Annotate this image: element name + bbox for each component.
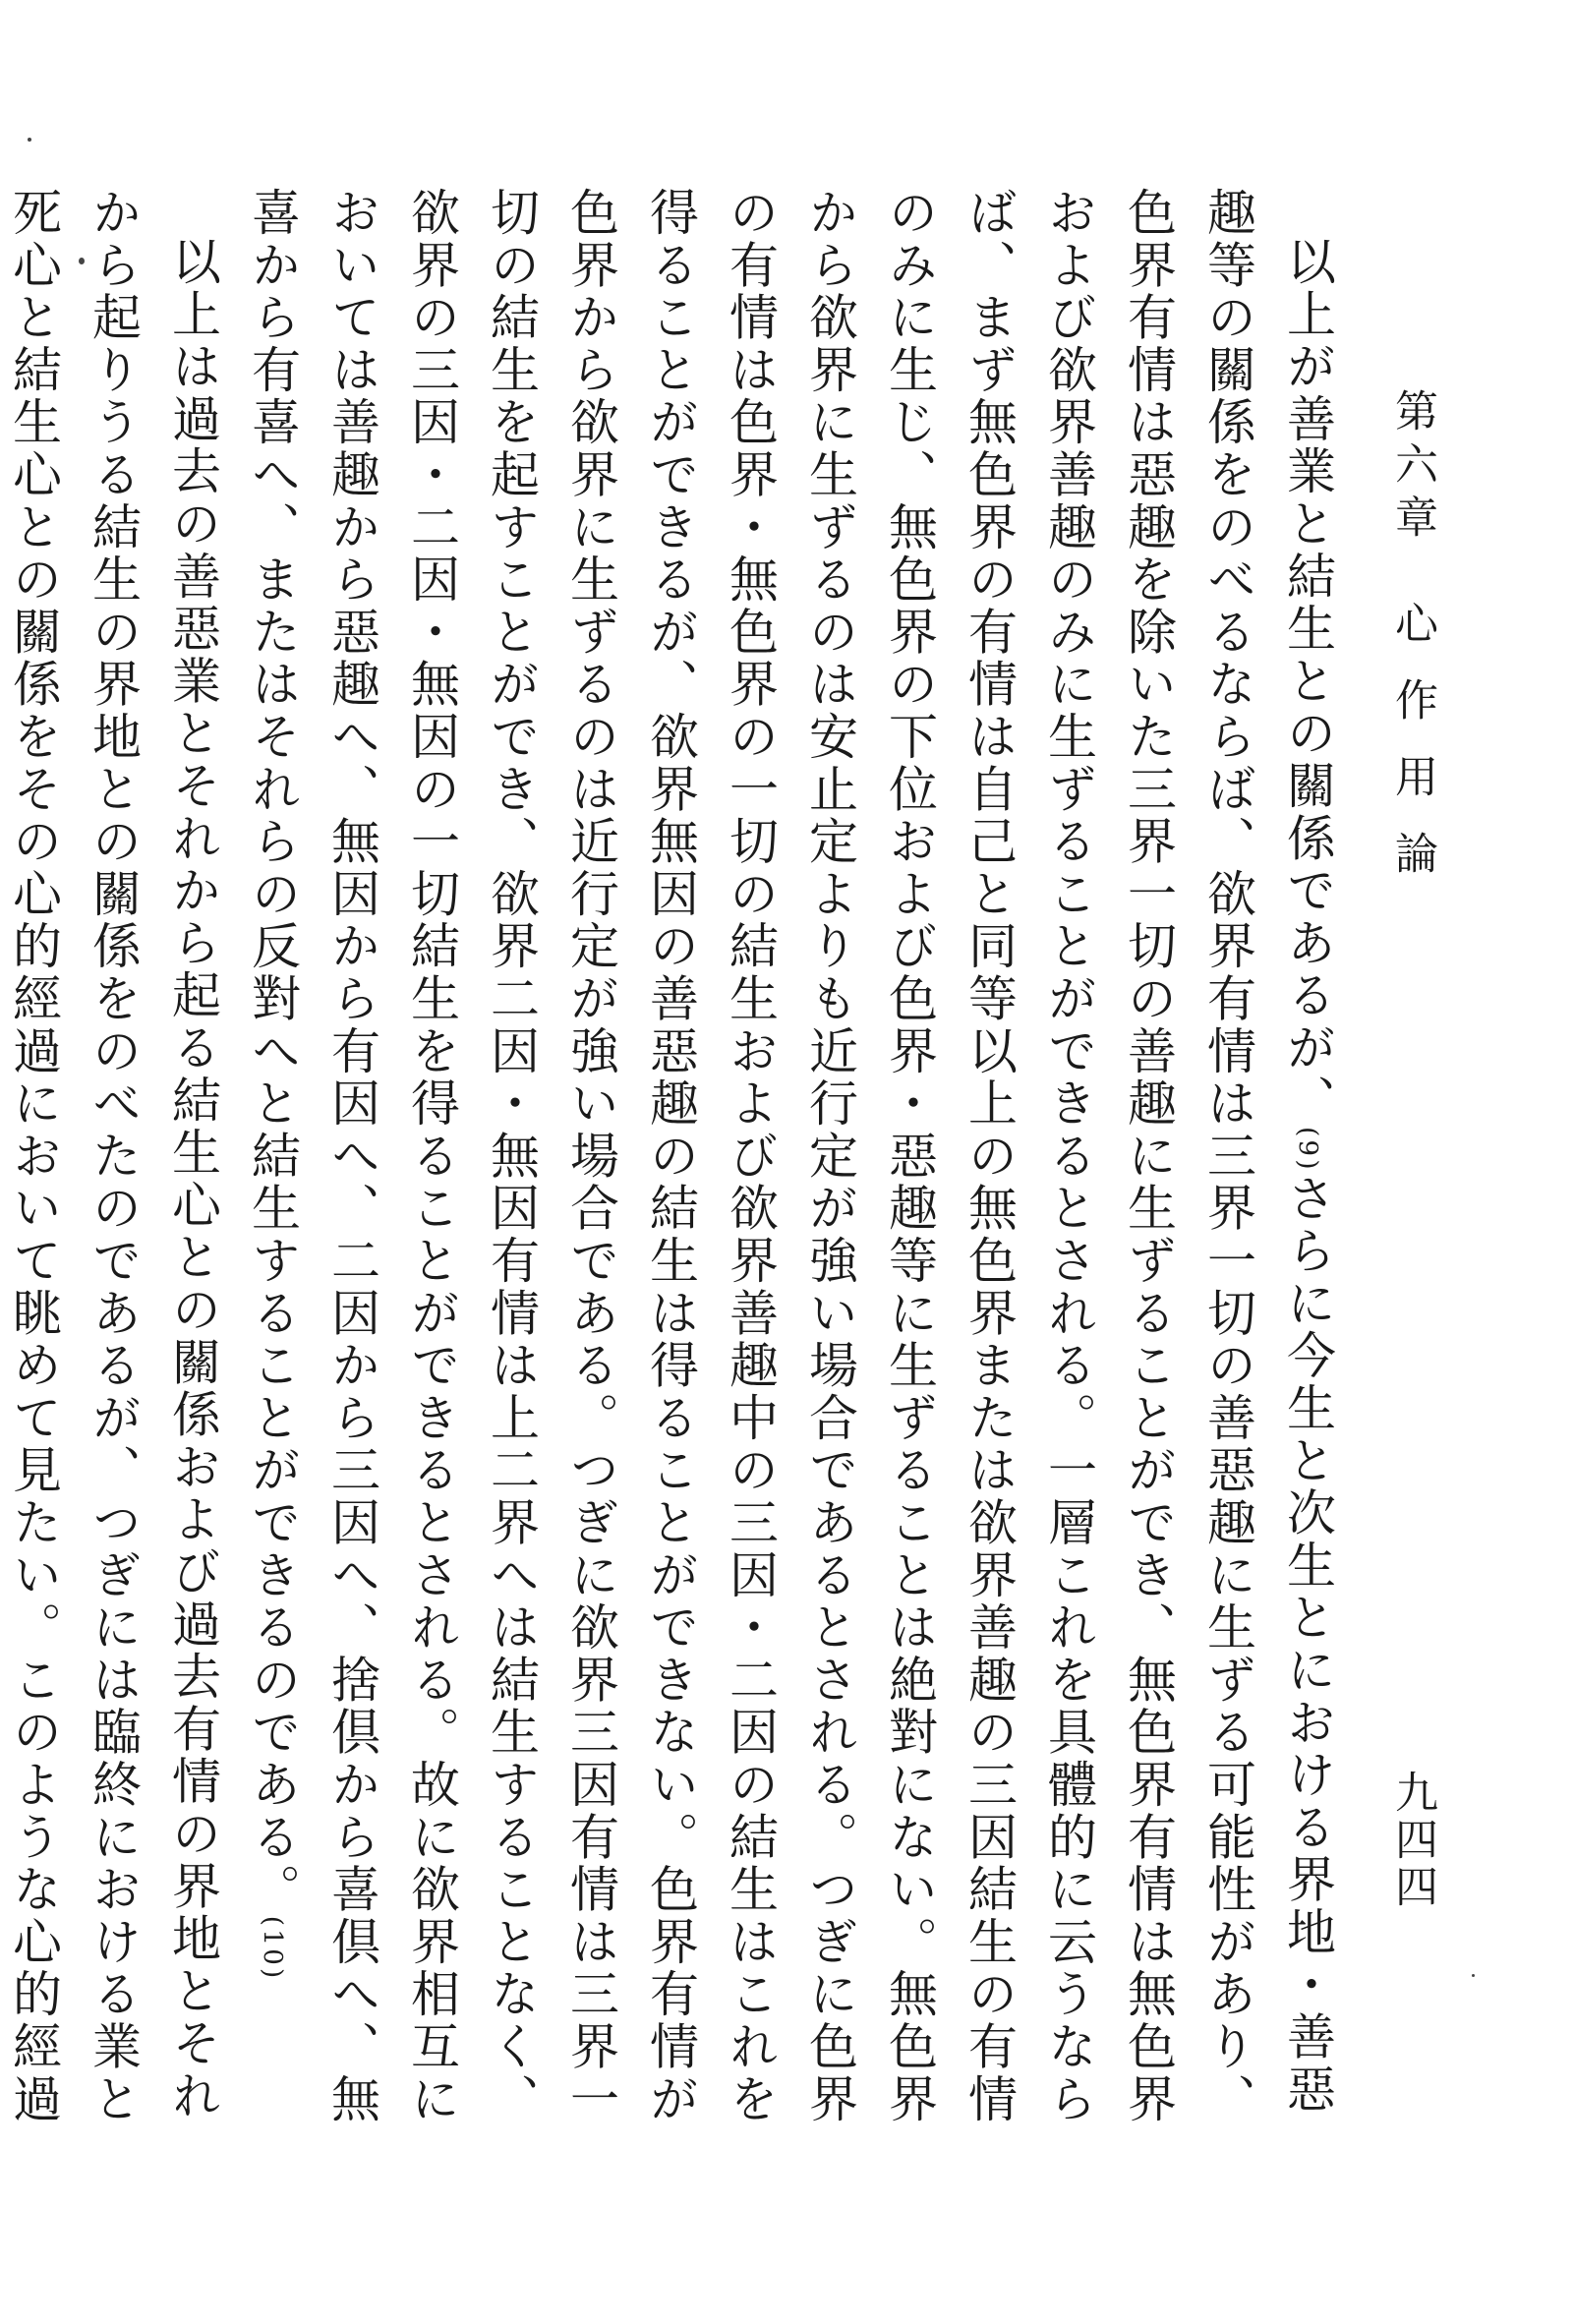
running-head: 第六章 心 作 用 論 bbox=[1387, 388, 1437, 884]
footnote-mark-10: (10) bbox=[258, 1915, 287, 1982]
scan-speck bbox=[79, 258, 85, 264]
scan-speck bbox=[28, 138, 31, 142]
body-text bbox=[5, 187, 1347, 2133]
paragraph-1-part-b: さらに今生と次生とにおける界地・善惡趣等の關係をのべるならば、欲界有情は三界一切の善惡趣に生ずる可能性があり、色界有情は惡趣を除いた三界一切の善趣に生ずることができ、無色界有情は無色界および欲界善趣のみに生ずることができるとされる。一層これを具體的に云うならば、まず無色界の有情は自己と同等以上の無色界または欲界善趣の三因結生の有情のみに生じ、無色界の下位および色界・惡趣等に生ずることは絶對にない。無色界から欲界に生ずるのは安止定よりも近行定が強い場合であるとされる。つぎに色界の有情は色界・無色界の一切の結生および欲界善趣中の三因・二因の結生はこれを得ることができるが、欲界無因の善惡趣の結生は得ることができない。色界有情が色界から欲界に生ずるのは近行定が強い場合である。つぎに欲界三因有情は三界一切の結生を起すことができ、欲界二因・無因有情は上二界へは結生することなく、欲界の三因・二因・無因の一切結生を得ることができるとされる。故に欲界相互においては善趣から惡趣へ、無因から有因へ、二因から三因へ、捨倶から喜倶へ、無喜から有喜へ、またはそれらの反對へと結生することができるのである。 bbox=[244, 187, 1336, 2126]
footnote-mark-9: (9) bbox=[1293, 1127, 1322, 1173]
paragraph-1 bbox=[232, 187, 1347, 2133]
scan-speck bbox=[1472, 1974, 1475, 1977]
paragraph-2: 以上は過去の善惡業とそれから起る結生心との關係および過去有情の界地とそれから起りうる結生の界地との關係をのべたのであるが、つぎには臨終における業と死心と結生心との關係をその心的經過において眺めて見たい。このような心的經過 bbox=[5, 187, 221, 2126]
page-number: 九四四 bbox=[1387, 1770, 1437, 1911]
paragraph-1-part-a: 以上が善業と結生との關係であるが、 bbox=[1279, 236, 1336, 1128]
